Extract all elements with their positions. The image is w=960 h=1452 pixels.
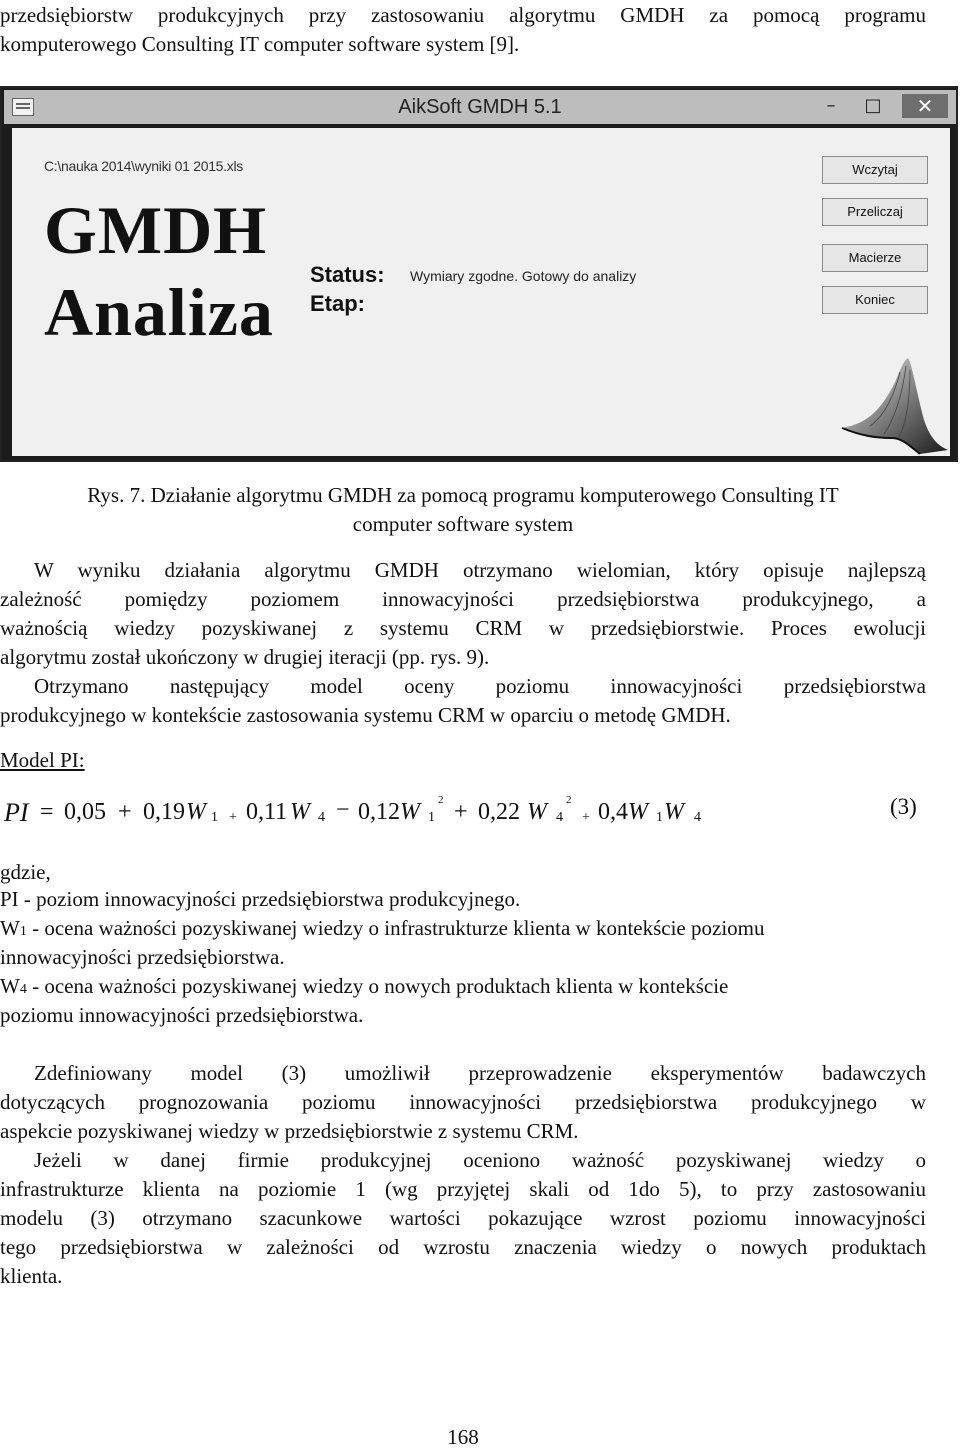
w1-definition-text: - ocena ważności pozyskiwanej wiedzy o infrastrukturze klienta w kontekście poziomu: [26, 916, 765, 940]
surface-plot-icon: [840, 350, 950, 456]
formula-w4b: W: [527, 799, 547, 825]
formula-w4c-sub: 4: [694, 810, 701, 825]
paragraph-3-line-1: Zdefiniowany model (3) umożliwił przeprowadzenie eksperymentów badawczych: [34, 1061, 926, 1085]
figure-caption-line-1: Rys. 7. Działanie algorytmu GMDH za pomocą programu komputerowego Consulting IT: [87, 483, 839, 507]
equation-number: (3): [890, 794, 917, 819]
paragraph-3-line-2: dotyczących prognozowania poziomu innowacyjności przedsiębiorstwa produkcyjnego w: [0, 1090, 926, 1114]
paragraph-1-line-4: algorytmu został ukończony w drugiej iteracji (pp. rys. 9).: [0, 645, 490, 669]
maximize-button[interactable]: □: [864, 95, 882, 116]
formula-lhs: PI: [4, 798, 29, 827]
paragraph-1-line-3: ważnością wiedzy pozyskiwanej z systemu CRM w przedsiębiorstwie. Proces ewolucji: [0, 616, 926, 640]
paragraph-1-line-2: zależność pomiędzy poziomem innowacyjności przedsiębiorstwa produkcyjnego, a: [0, 587, 926, 611]
w1-symbol: W: [0, 916, 20, 940]
window-title: AikSoft GMDH 5.1: [398, 96, 562, 118]
formula-w4b-exp: 2: [566, 794, 572, 806]
w1-definition-line-2: innowacyjności przedsiębiorstwa.: [0, 945, 285, 969]
formula-w4a-sub: 4: [318, 810, 325, 825]
formula-plus-3: +: [454, 799, 468, 825]
w4-subscript: 4: [19, 982, 27, 997]
formula-w1-sub: 1: [211, 810, 218, 825]
formula-c1: 0,19: [143, 799, 185, 825]
formula-c2: 0,11: [246, 799, 288, 825]
logo-analiza: Analiza: [44, 274, 274, 350]
formula-c5: 0,4: [598, 799, 628, 825]
paragraph-2-line-2: produkcyjnego w kontekście zastosowania systemu CRM w oparciu o metodę GMDH.: [0, 703, 731, 727]
formula-w4c: W: [664, 799, 684, 825]
formula-w1: W: [186, 799, 206, 825]
paragraph-4-line-4: tego przedsiębiorstwa w zależności od wzrostu znaczenia wiedzy o nowych produktach: [0, 1235, 926, 1259]
formula-w1c: W: [628, 799, 648, 825]
matrices-button[interactable]: Macierze: [822, 244, 928, 272]
w4-symbol: W: [0, 974, 20, 998]
page-number: 168: [447, 1425, 479, 1449]
formula-c0: 0,05: [64, 799, 106, 825]
where-label: gdzie,: [0, 860, 51, 884]
window-client-area: [12, 128, 950, 456]
w1-definition-line-1: [0, 914, 926, 946]
pi-definition: PI - poziom innowacyjności przedsiębiorstwa produkcyjnego.: [0, 887, 521, 911]
formula-c4: 0,22: [478, 799, 520, 825]
formula-w1b-exp: 2: [438, 794, 444, 806]
formula-w1b-sub: 1: [428, 810, 435, 825]
model-formula: [0, 790, 930, 834]
app-window-screenshot: [0, 86, 958, 462]
formula-plus-2: +: [229, 810, 237, 825]
formula-equals: =: [40, 799, 54, 825]
formula-plus-4: +: [582, 810, 590, 825]
status-value: Wymiary zgodne. Gotowy do analizy: [410, 268, 637, 284]
paragraph-2-line-1: Otrzymano następujący model oceny poziomu innowacyjności przedsiębiorstwa: [34, 674, 926, 698]
w1-subscript: 1: [19, 924, 27, 939]
formula-w1b: W: [400, 799, 420, 825]
w4-definition-line-1: [0, 972, 926, 1004]
w4-definition-text: - ocena ważności pozyskiwanej wiedzy o nowych produktach klienta w kontekście: [26, 974, 729, 998]
formula-c3: 0,12: [358, 799, 400, 825]
load-button[interactable]: Wczytaj: [822, 156, 928, 184]
w4-definition-line-2: poziomu innowacyjności przedsiębiorstwa.: [0, 1003, 364, 1027]
formula-w4b-sub: 4: [556, 810, 563, 825]
status-label: Status:: [310, 262, 385, 287]
logo-gmdh: GMDH: [44, 192, 268, 268]
paragraph-4-line-1: Jeżeli w danej firmie produkcyjnej oceniono ważność pozyskiwanej wiedzy o: [34, 1148, 926, 1172]
end-button[interactable]: Koniec: [822, 286, 928, 314]
paragraph-4-line-3: modelu (3) otrzymano szacunkowe wartości pokazujące wzrost poziomu innowacyjności: [0, 1206, 926, 1230]
intro-line-1: przedsiębiorstw produkcyjnych przy zastosowaniu algorytmu GMDH za pomocą programu: [0, 3, 926, 27]
formula-plus-1: +: [118, 799, 132, 825]
stage-label: Etap:: [310, 291, 365, 316]
figure-caption-line-2: computer software system: [352, 512, 574, 536]
title-bar: [4, 90, 956, 124]
paragraph-4-line-5: klienta.: [0, 1264, 63, 1288]
file-path-label: C:\nauka 2014\wyniki 01 2015.xls: [44, 158, 243, 174]
model-label: Model PI:: [0, 748, 85, 772]
intro-line-2: komputerowego Consulting IT computer software system [9].: [0, 32, 520, 56]
compute-button[interactable]: Przeliczaj: [822, 198, 928, 226]
paragraph-1-line-1: W wyniku działania algorytmu GMDH otrzymano wielomian, który opisuje najlepszą: [34, 558, 926, 582]
close-button[interactable]: ✕: [902, 94, 948, 118]
formula-w1c-sub: 1: [656, 810, 663, 825]
paragraph-3-line-3: aspekcie pozyskiwanej wiedzy w przedsiębiorstwie z systemu CRM.: [0, 1119, 579, 1143]
paragraph-4-line-2: infrastrukturze klienta na poziomie 1 (wg przyjętej skali od 1do 5), to przy zastosowaniu: [0, 1177, 926, 1201]
minimize-button[interactable]: –: [826, 95, 836, 116]
formula-minus: −: [336, 797, 350, 823]
formula-w4a: W: [290, 799, 310, 825]
